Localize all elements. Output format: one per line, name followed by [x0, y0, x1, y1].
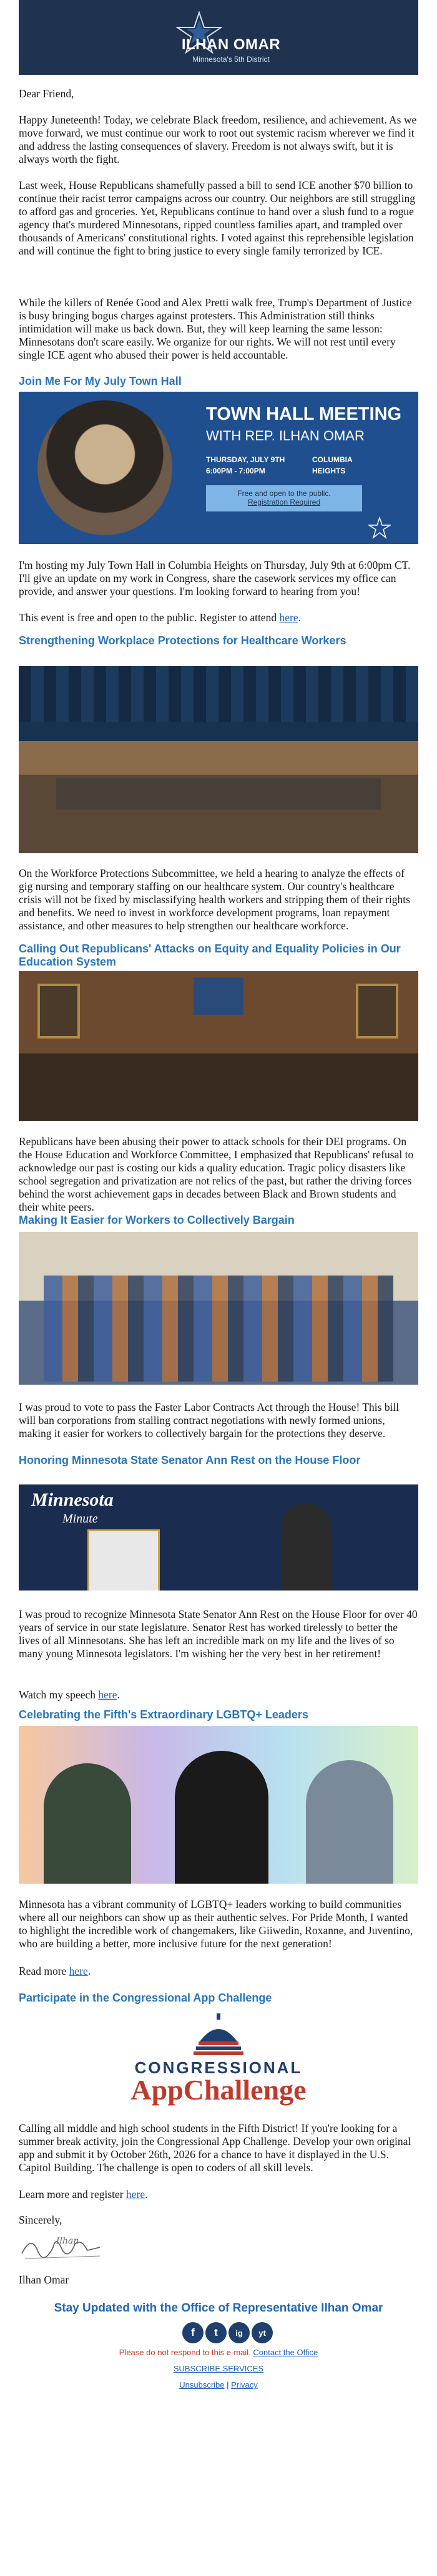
read-more-link[interactable]: here: [69, 1965, 88, 1977]
footer-no-reply: [19, 2348, 418, 2357]
lgbtq-read: [19, 1965, 418, 1978]
bargain-paragraph: I was proud to vote to pass the Faster Labor Contracts Act through the House! This bill will ban corporations from stalling contract negotiations with newly formed unions, making it easier for workers to collectively bargain for the protections they deserve.: [19, 1401, 400, 1440]
register-period: .: [298, 611, 301, 624]
lgbtq-heading: Celebrating the Fifth's Extraordinary LGBTQ+ Leaders: [19, 1708, 308, 1721]
town-hall-banner[interactable]: [19, 392, 418, 544]
banner-place-1: COLUMBIA: [312, 455, 353, 464]
equity-paragraph: Republicans have been abusing their power to attack schools for their DEI programs. On the House Education and Workforce Committee, I emphasized that Republicans' refusal to acknowledge our past is costing our kids a quality education. Tragic policy disasters like school segregation and privatization are not relics of the past, but rather the driving forces behind the worst achievement gaps in decades between Black and Brown students and their white peers.: [19, 1135, 414, 1213]
workplace-heading: Strengthening Workplace Protections for Healthcare Workers: [19, 634, 346, 647]
email-header: [19, 0, 418, 75]
signature: [19, 2229, 418, 2266]
intro-paragraph-1: Happy Juneteenth! Today, we celebrate Black freedom, resilience, and achievement. As we move forward, we must continue our work to root out systemic racism wherever we find it and address the lasting consequences of slavery. Freedom is not always swift, but it is always worth the fight.: [19, 114, 417, 165]
capitol-dome-icon: [187, 2013, 250, 2057]
banner-note-1: Free and open to the public.: [237, 489, 331, 498]
app-logo-top: CONGRESSIONAL: [134, 2058, 303, 2077]
workers-group-photo: [19, 1232, 418, 1385]
banner-place-2: HEIGHTS: [312, 467, 346, 475]
speaker-figure: [281, 1503, 331, 1591]
equity-heading: Calling Out Republicans' Attacks on Equity and Equality Policies in Our Education System: [19, 942, 401, 968]
greeting: Dear Friend,: [19, 87, 74, 100]
app-heading: Participate in the Congressional App Challenge: [19, 1992, 272, 2004]
rest-heading: Honoring Minnesota State Senator Ann Rest on the House Floor: [19, 1454, 361, 1466]
header-name: ILHAN OMAR: [181, 36, 281, 53]
unsubscribe-link[interactable]: Unsubscribe: [179, 2380, 225, 2390]
app-learn: [19, 2188, 418, 2201]
minnesota-minute-photo[interactable]: [19, 1484, 418, 1591]
app-challenge-logo: [19, 2012, 418, 2112]
watch-text: Watch my speech: [19, 1688, 99, 1701]
contact-link[interactable]: Contact the Office: [253, 2348, 318, 2357]
town-hall-heading: Join Me For My July Town Hall: [19, 375, 182, 387]
read-text: Read more: [19, 1965, 69, 1977]
banner-note-2: Registration Required: [247, 498, 321, 506]
speaker-photo: [37, 400, 172, 535]
banner-note-box: [206, 485, 362, 511]
intro-paragraph-2: Last week, House Republicans shamefully passed a bill to send ICE another $70 billion to continue their racist terror campaigns across our country. Our neighbors are still struggling to afford gas and groceries. Yet, Republicans continue to hand over a slush fund to a rogue agency that's murdered Minnesotans, ripped countless families apart, and trampled over thousands of Americans' constitutional rights. I voted against this reprehensible legislation and will continue the fight to bring justice to every single family terrorized by ICE.: [19, 179, 416, 257]
privacy-link[interactable]: Privacy: [231, 2380, 258, 2390]
read-period: .: [87, 1965, 91, 1977]
banner-time: 6:00PM - 7:00PM: [206, 467, 265, 475]
learn-text: Learn more and register: [19, 2188, 127, 2201]
equity-hearing-photo: [19, 971, 418, 1121]
sincerely: Sincerely,: [19, 2214, 62, 2226]
signature-icon: [19, 2229, 106, 2266]
minute-title: Minnesota: [31, 1489, 114, 1510]
no-reply-text: Please do not respond to this e-mail.: [119, 2348, 251, 2357]
instagram-icon[interactable]: ig: [228, 2322, 250, 2343]
facebook-icon[interactable]: f: [182, 2322, 204, 2343]
banner-title: TOWN HALL MEETING: [206, 404, 402, 424]
intro-paragraph-3: While the killers of Renée Good and Alex Pretti walk free, Trump's Department of Justice is busy bringing bogus charges against protesters. This Administration still thinks intimidation will make us back down. But, they will keep learning the same lesson: Minnesotans don't scare easily. We organize for our rights. We will not rest until every single ICE agent who abused their power is held accountable.: [19, 296, 412, 361]
watch-period: .: [117, 1688, 120, 1701]
learn-period: .: [145, 2188, 148, 2201]
senator-portrait: [87, 1529, 160, 1591]
twitter-icon[interactable]: t: [205, 2322, 227, 2343]
banner-date: THURSDAY, JULY 9TH: [206, 455, 285, 464]
town-hall-paragraph: I'm hosting my July Town Hall in Columbia Heights on Thursday, July 9th at 6:00pm CT. I'll give an update on my work in Congress, share the casework services my office can provide, and answer your questions. I'm looking forward to hearing from you!: [19, 559, 411, 598]
footer-subscribe: [19, 2364, 418, 2373]
watch-link[interactable]: here: [98, 1688, 117, 1701]
rest-paragraph: I was proud to recognize Minnesota State Senator Ann Rest on the House Floor for over 40 years of service in our state legislature. Senator Rest has worked tirelessly to better the lives of all Minnesotans. She has left an incredible mark on my life and the lives of so many young Minnesota legislators. I'm wishing her the very best in her retirement!: [19, 1608, 418, 1660]
bargain-heading: Making It Easier for Workers to Collectively Bargain: [19, 1214, 295, 1226]
banner-subtitle: WITH REP. ILHAN OMAR: [206, 428, 365, 443]
footer-title: Stay Updated with the Office of Representative Ilhan Omar: [54, 2302, 383, 2315]
header-district: Minnesota's 5th District: [192, 55, 270, 64]
banner-star-icon: [368, 516, 391, 539]
lgbtq-paragraph: Minnesota has a vibrant community of LGBTQ+ leaders working to build communities where all our neighbors can show up as their authentic selves. For Pride Month, I wanted to highlight the incredible work of changemakers, like Giiwedin, Roxanne, and Juventino, who are building a better, more inclusive future for the next generation!: [19, 1898, 413, 1950]
town-hall-register: [19, 611, 418, 624]
footer-links: [19, 2380, 418, 2390]
workplace-hearing-photo: [19, 666, 418, 853]
youtube-icon[interactable]: yt: [252, 2322, 273, 2343]
workplace-paragraph: On the Workforce Protections Subcommittee, we held a hearing to analyze the effects of gig nursing and temporary staffing on our healthcare system. Our country's healthcare crisis will not be fixed by misclassifying health workers and stripping them of their rights and benefits. We need to invest in workforce development programs, loan repayment assistance, and other measures to help strengthen our healthcare workforce.: [19, 867, 410, 932]
minute-subtitle: Minute: [62, 1512, 98, 1526]
app-paragraph: Calling all middle and high school students in the Fifth District! If you're looking for a summer break activity, join the Congressional App Challenge. Develop your own original app and submit it by October 26th, 2026 for a chance to have it displayed in the U.S. Capitol Building. The challenge is open to coders of all skill levels.: [19, 2122, 411, 2174]
rest-watch: [19, 1688, 418, 1702]
register-link[interactable]: here: [279, 611, 298, 624]
learn-more-link[interactable]: here: [126, 2188, 145, 2201]
lgbtq-leaders-photo: [19, 1726, 418, 1884]
register-text: This event is free and open to the public. Register to attend: [19, 611, 280, 624]
signature-text: Ilhan: [56, 2236, 79, 2246]
footer-separator: |: [227, 2380, 229, 2390]
closing-name: Ilhan Omar: [19, 2273, 69, 2286]
subscribe-link[interactable]: SUBSCRIBE SERVICES: [173, 2364, 264, 2373]
app-logo-bottom: AppChallenge: [130, 2074, 307, 2106]
